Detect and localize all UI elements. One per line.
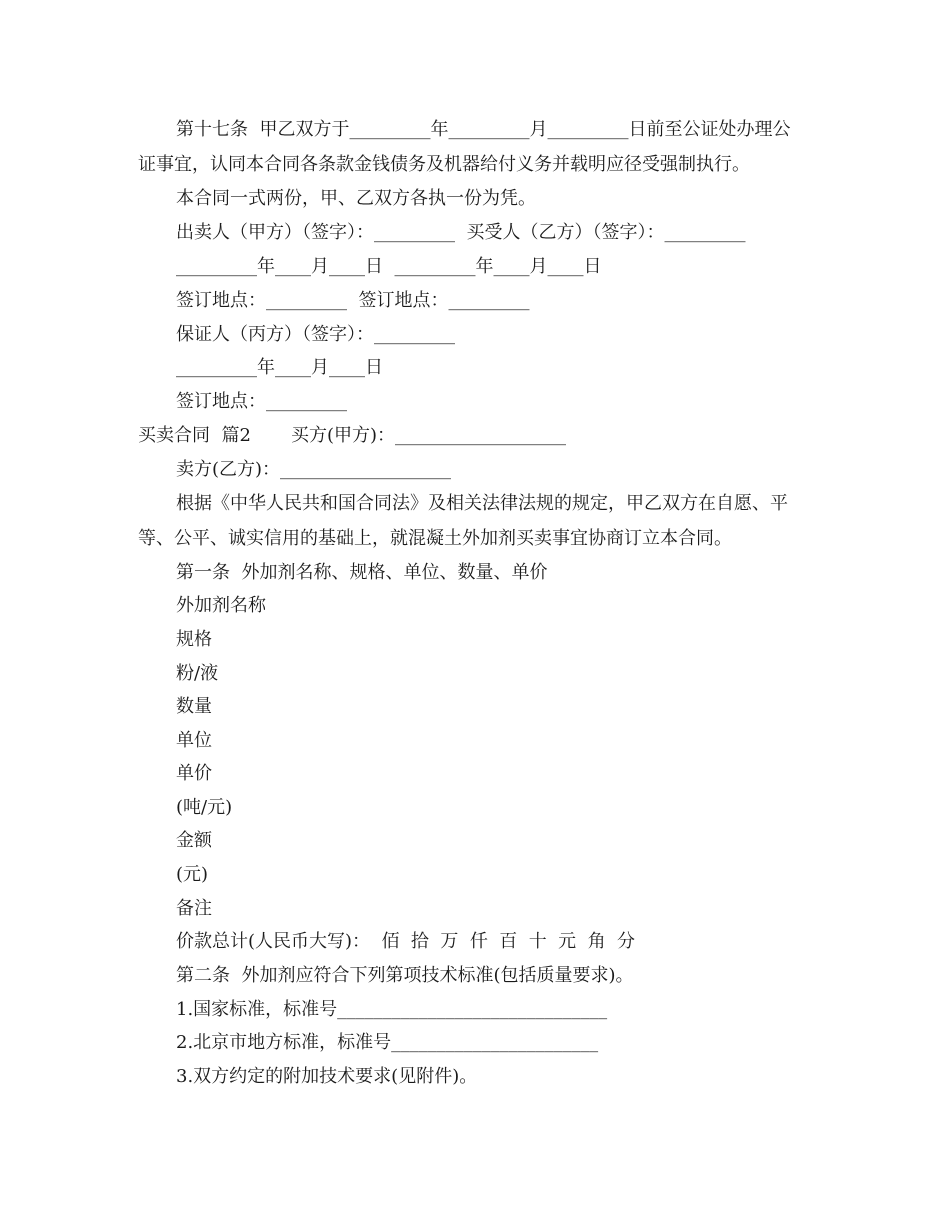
field-powder-liquid: 粉/液 (176, 663, 219, 684)
field-unit: 单位 (176, 730, 212, 751)
signing-locations: 签订地点：_________ 签订地点：_________ (176, 290, 530, 311)
guarantor-location: 签订地点：_________ (176, 391, 347, 412)
standard-national: 1.国家标准，标准号______________________________ (176, 999, 608, 1020)
field-amount: 金额 (176, 830, 212, 851)
field-unit-price-note: (吨/元) (176, 797, 233, 818)
field-quantity: 数量 (176, 696, 212, 717)
seller-party: 卖方(乙方)：___________________ (176, 459, 452, 480)
copies-statement: 本合同一式两份，甲、乙双方各执一份为凭。 (176, 188, 536, 209)
field-additive-name: 外加剂名称 (176, 595, 266, 616)
signature-seller-buyer: 出卖人（甲方）（签字）：_________ 买受人（乙方）（签字）：_________ (176, 222, 746, 243)
field-spec: 规格 (176, 629, 212, 650)
field-remarks: 备注 (176, 898, 212, 919)
guarantor-date: _________年____月____日 (176, 357, 383, 378)
article-17-line-2: 证事宜，认同本合同各条款金钱债务及机器给付义务并载明应径受强制执行。 (138, 154, 750, 175)
article-2-heading: 第二条 外加剂应符合下列第项技术标准(包括质量要求)。 (176, 965, 634, 986)
signature-dates: _________年____月____日 _________年____月____日 (176, 256, 602, 277)
total-price-line: 价款总计(人民币大写)： 佰 拾 万 仟 百 十 元 角 分 (176, 931, 636, 952)
guarantor-signature: 保证人（丙方）（签字）：_________ (176, 324, 455, 345)
field-unit-price: 单价 (176, 763, 212, 784)
standard-beijing: 2.北京市地方标准，标准号_______________________ (176, 1032, 599, 1053)
article-1-heading: 第一条 外加剂名称、规格、单位、数量、单价 (176, 562, 548, 583)
preamble-line-2: 等、公平、诚实信用的基础上，就混凝土外加剂买卖事宜协商订立本合同。 (138, 528, 732, 549)
article-17-line-1: 第十七条 甲乙双方于_________年_________月_________日前至公证处办理公 (176, 119, 791, 140)
preamble-line-1: 根据《中华人民共和国合同法》及相关法律法规的规定，甲乙双方在自愿、平 (176, 493, 788, 514)
contract-2-heading: 买卖合同 篇2 买方(甲方)：___________________ (138, 425, 566, 446)
field-amount-note: (元) (176, 864, 209, 885)
standard-additional: 3.双方约定的附加技术要求(见附件)。 (176, 1066, 478, 1087)
